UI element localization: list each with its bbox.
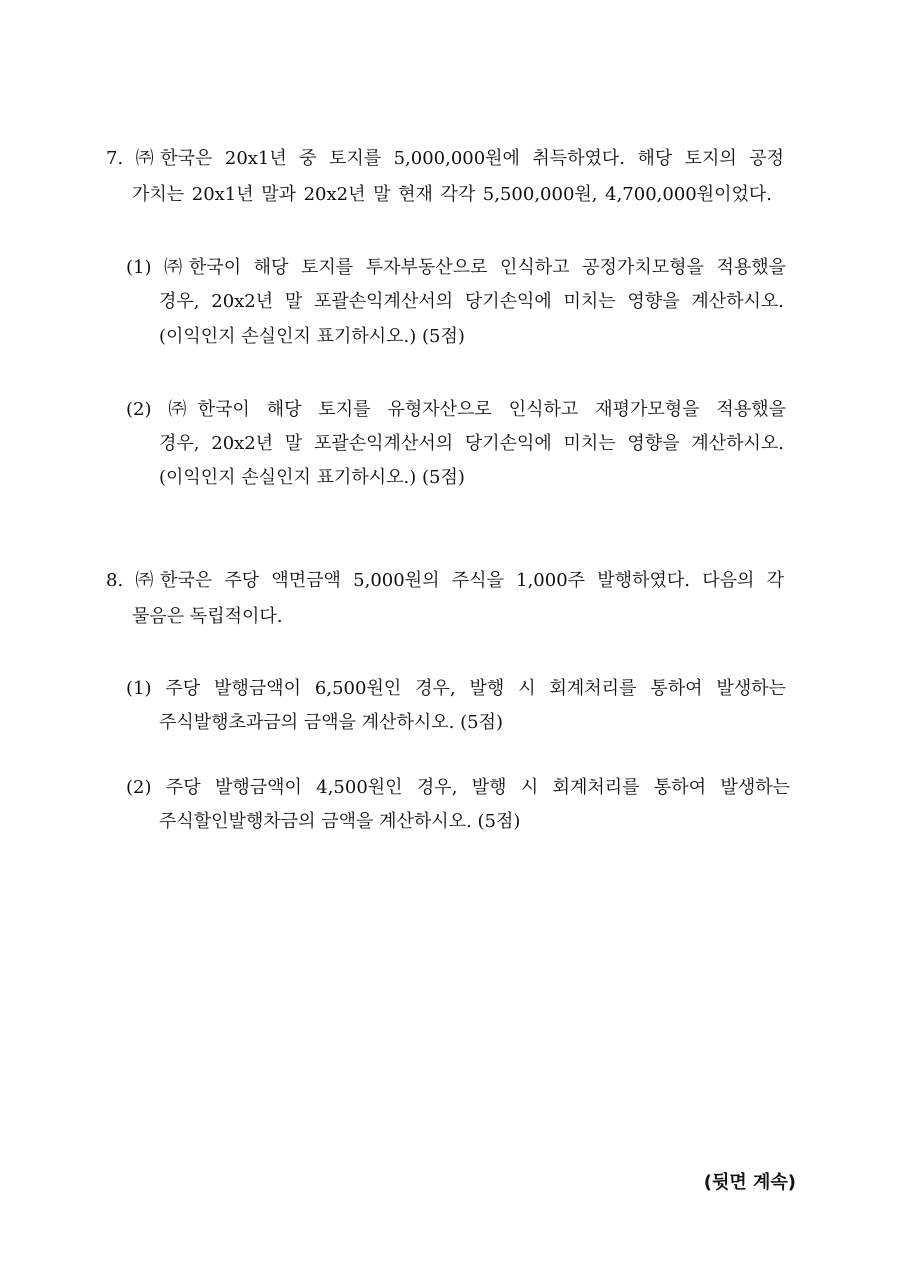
- q7-sub2-line-3: (이익인지 손실인지 표기하시오.) (5점): [159, 467, 465, 488]
- q8-stem-line-1: 8. ㈜한국은 주당 액면금액 5,000원의 주식을 1,000주 발행하였다. 다음의 각: [106, 570, 784, 591]
- q7-sub1-line-3: (이익인지 손실인지 표기하시오.) (5점): [159, 326, 465, 347]
- q7-stem-line-1: 7. ㈜한국은 20x1년 중 토지를 5,000,000원에 취득하였다. 해당 토지의 공정: [106, 148, 784, 169]
- q7-sub1-line-2: 경우, 20x2년 말 포괄손익계산서의 당기손익에 미치는 영향을 계산하시오.: [159, 291, 784, 312]
- q7-sub1-line-1: (1) ㈜한국이 해당 토지를 투자부동산으로 인식하고 공정가치모형을 적용했을: [126, 257, 786, 278]
- q8-sub1-line-1: (1) 주당 발행금액이 6,500원인 경우, 발행 시 회계처리를 통하여 발생하는: [126, 678, 786, 699]
- q7-sub2-line-1: (2) ㈜한국이 해당 토지를 유형자산으로 인식하고 재평가모형을 적용했을: [126, 399, 786, 420]
- q8-stem-line-2: 물음은 독립적이다.: [132, 606, 283, 627]
- q7-stem-line-2: 가치는 20x1년 말과 20x2년 말 현재 각각 5,500,000원, 4,700,000원이었다.: [132, 184, 772, 205]
- q8-sub1-line-2: 주식발행초과금의 금액을 계산하시오. (5점): [159, 712, 503, 733]
- q8-sub2-line-2: 주식할인발행차금의 금액을 계산하시오. (5점): [159, 811, 521, 832]
- q8-sub2-line-1: (2) 주당 발행금액이 4,500원인 경우, 발행 시 회계처리를 통하여 발생하는: [126, 777, 790, 798]
- continued-notice: (뒷면 계속): [703, 1172, 796, 1193]
- q7-sub2-line-2: 경우, 20x2년 말 포괄손익계산서의 당기손익에 미치는 영향을 계산하시오.: [159, 433, 784, 454]
